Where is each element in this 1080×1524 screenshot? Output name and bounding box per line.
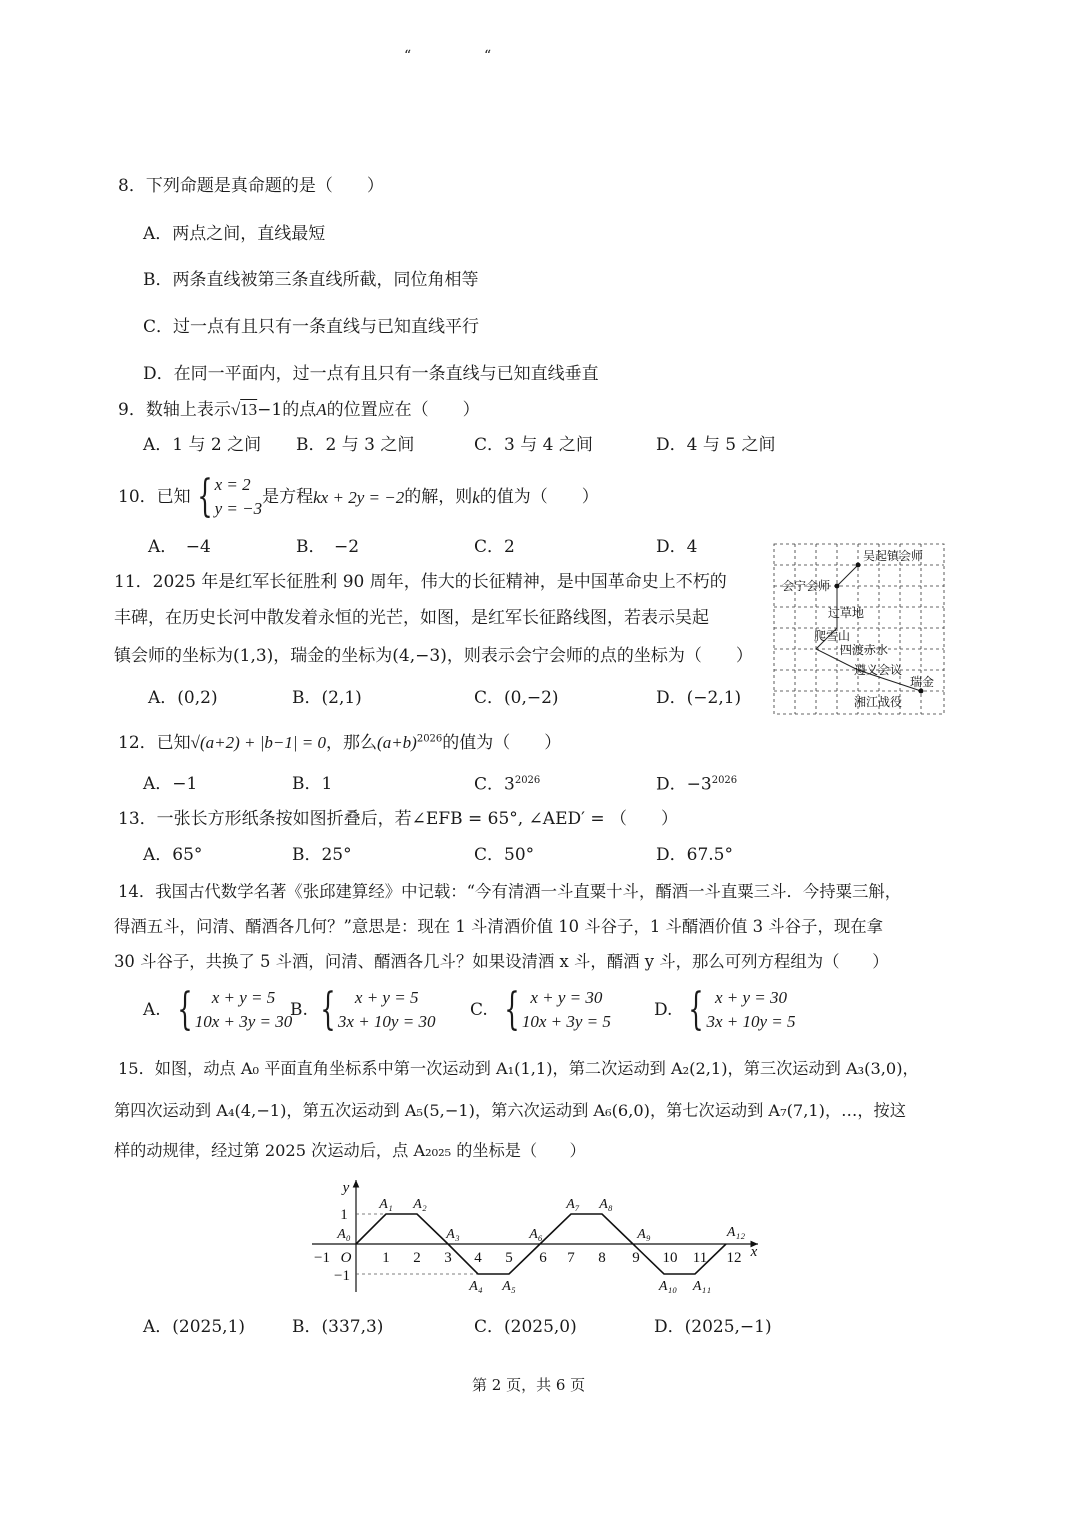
q13-option-c[interactable]: C．50°: [474, 845, 535, 865]
q9-stem: 9．数轴上表示√13−1的点A的位置应在（ ）: [118, 400, 480, 420]
map-label-xiangjiang: 湘江战役: [854, 695, 903, 709]
point-label-a0: A₀: [337, 1227, 351, 1242]
q15-line-1: 15．如图，动点 A₀ 平面直角坐标系中第一次运动到 A₁(1,1)，第二次运动到 A₂(2,1)，第三次运动到 A₃(3,0)，: [118, 1059, 919, 1078]
q12-stem: [118, 734, 561, 752]
q12-exp: 2026: [416, 733, 443, 745]
x-tick-neg1: −1: [314, 1250, 330, 1266]
q12-option-d-exp: 2026: [711, 775, 738, 786]
x-tick-12: 12: [726, 1250, 742, 1266]
point-label-a1: A₁: [379, 1197, 393, 1212]
q14-line-3: 30 斗谷子，共换了 5 斗酒，问清、醑酒各几斗？如果设清酒 x 斗，醑酒 y 斗，那么可列方程组为（ ）: [114, 952, 889, 971]
q9-option-d[interactable]: D．4 与 5 之间: [656, 435, 776, 455]
q14-option-b[interactable]: B. { x + y = 5 3x + 10y = 30: [290, 984, 436, 1035]
y-tick-neg1: −1: [334, 1268, 350, 1284]
q15-option-d[interactable]: D．(2025,−1): [654, 1317, 772, 1337]
q15-motion-graph: [300, 1172, 770, 1302]
x-tick-7: 7: [567, 1250, 575, 1266]
point-label-a10: A₁₀: [658, 1279, 678, 1294]
q10-stem-mid: 是方程: [262, 486, 314, 507]
point-label-a7: A₇: [566, 1197, 580, 1212]
q15-line-2: 第四次运动到 A₄(4,−1)，第五次运动到 A₅(5,−1)，第六次运动到 A₆(6,0)，第七次运动到 A₇(7,1)，…，按这: [114, 1101, 906, 1120]
q13-stem: 13．一张长方形纸条按如图折叠后，若∠EFB = 65°, ∠AED′ = （ ）: [118, 809, 679, 829]
point-label-a12: A₁₂: [726, 1225, 746, 1240]
q14-option-a-eq1: x + y = 5: [211, 988, 276, 1007]
point-label-a3: A₃: [446, 1227, 460, 1242]
q10-sys-line-1: x = 2: [214, 475, 251, 494]
q15-line-3: 样的动规律，经过第 2025 次运动后，点 A₂₀₂₅ 的坐标是（ ）: [114, 1141, 586, 1160]
q10-option-c[interactable]: C．2: [474, 537, 515, 557]
point-label-a5: A₅: [502, 1279, 516, 1294]
q15-option-b[interactable]: B．(337,3): [292, 1317, 384, 1337]
y-axis-label: y: [342, 1180, 350, 1196]
y-tick-1: 1: [340, 1207, 348, 1223]
point-label-a8: A₈: [599, 1197, 613, 1212]
q14-option-a-label: A.: [143, 1000, 161, 1020]
x-tick-11: 11: [692, 1250, 708, 1266]
q13-option-a[interactable]: A．65°: [143, 845, 203, 865]
q15-option-c[interactable]: C．(2025,0): [474, 1317, 577, 1337]
q11-option-a[interactable]: A．(0,2): [148, 688, 218, 708]
page-footer: 第 2 页，共 6 页: [472, 1376, 586, 1394]
q10-option-a[interactable]: A． −4: [148, 537, 211, 557]
q10-sys-line-2: y = −3: [214, 499, 263, 518]
q9-option-b[interactable]: B．2 与 3 之间: [296, 435, 415, 455]
x-tick-3: 3: [444, 1250, 452, 1266]
q14-line-1: 14．我国古代数学名著《张邱建算经》中记载：“今有清酒一斗直粟十斗，醑酒一斗直粟三斗．今持粟三斛，: [118, 882, 902, 901]
q11-option-d[interactable]: D．(−2,1): [656, 688, 742, 708]
map-label-ruijin: 瑞金: [910, 675, 935, 689]
map-label-caodi: 过草地: [828, 606, 865, 620]
q13-option-d[interactable]: D．67.5°: [656, 845, 733, 865]
q14-option-a[interactable]: A. { x + y = 5 10x + 3y = 30: [143, 984, 293, 1035]
q12-option-c-base: C．3: [474, 774, 515, 795]
header-mark-left: “: [404, 48, 412, 64]
map-point-huining: [835, 584, 840, 589]
q12-stem-mid: ，那么: [326, 733, 378, 753]
q9-stem-post: 的点: [282, 400, 317, 420]
q9-option-c[interactable]: C．3 与 4 之间: [474, 435, 593, 455]
map-label-chishui: 四渡赤水: [840, 643, 889, 657]
q12-stem-end: 的值为（ ）: [442, 733, 562, 753]
q11-line-1: 11．2025 年是红军长征胜利 90 周年，伟大的长征精神，是中国革命史上不朽的: [114, 572, 727, 592]
q14-option-b-label: B.: [290, 1000, 308, 1020]
x-tick-6: 6: [539, 1250, 547, 1266]
q9-radical: 13: [240, 400, 258, 419]
x-tick-8: 8: [598, 1250, 606, 1266]
q8-option-b[interactable]: B．两条直线被第三条直线所截，同位角相等: [143, 270, 479, 290]
x-tick-10: 10: [662, 1250, 678, 1266]
q10-equation: kx + 2y = −2: [313, 487, 405, 507]
q13-option-b[interactable]: B．25°: [292, 845, 352, 865]
q8-option-d[interactable]: D．在同一平面内，过一点有且只有一条直线与已知直线垂直: [143, 364, 599, 384]
q12-option-d-base: D．−3: [656, 774, 712, 795]
q10-option-d[interactable]: D．4: [656, 537, 698, 557]
q14-option-d-eq1: x + y = 30: [714, 988, 787, 1007]
map-label-xueshan: 爬雪山: [814, 629, 851, 643]
q10-system: [191, 473, 263, 521]
map-point-wuqi: [856, 563, 861, 568]
x-tick-4: 4: [474, 1250, 482, 1266]
q14-option-d-label: D.: [654, 1000, 673, 1020]
x-tick-9: 9: [632, 1250, 640, 1266]
q10-stem: [118, 470, 599, 524]
q11-option-b[interactable]: B．(2,1): [292, 688, 362, 708]
q10-stem-end: 的值为（ ）: [479, 486, 599, 507]
map-label-huining: 会宁会师: [782, 579, 831, 593]
x-tick-5: 5: [505, 1250, 513, 1266]
q10-stem-post: 的解，则: [404, 486, 473, 507]
point-label-a11: A₁₁: [692, 1279, 712, 1294]
q12-option-b[interactable]: B．1: [292, 774, 333, 794]
map-label-zunyi: 遵义会议: [854, 663, 903, 677]
q9-stem-end: 的位置应在（ ）: [326, 400, 480, 420]
q15-option-a[interactable]: A．(2025,1): [143, 1317, 246, 1337]
point-label-a4: A₄: [469, 1279, 483, 1294]
q12-option-a[interactable]: A．−1: [143, 774, 198, 794]
q14-option-d-eq2: 3x + 10y = 5: [706, 1012, 796, 1031]
q8-stem: 8．下列命题是真命题的是（ ）: [118, 176, 384, 196]
q14-option-d[interactable]: D. { x + y = 30 3x + 10y = 5: [654, 984, 796, 1035]
q10-stem-pre: 10．已知: [118, 486, 191, 507]
q9-stem-pre: 9．数轴上表示: [118, 400, 231, 420]
q14-option-a-eq2: 10x + 3y = 30: [194, 1012, 293, 1031]
q14-option-b-eq1: x + y = 5: [354, 988, 419, 1007]
header-mark-right: “: [484, 48, 492, 64]
point-label-a9: A₉: [637, 1227, 651, 1242]
point-label-a6: A₆: [529, 1227, 543, 1242]
q14-option-b-eq2: 3x + 10y = 30: [337, 1012, 436, 1031]
q10-option-b[interactable]: B． −2: [296, 537, 360, 557]
q12-option-c-exp: 2026: [514, 775, 541, 786]
long-march-map: [770, 540, 948, 718]
q8-option-a[interactable]: A．两点之间，直线最短: [143, 224, 326, 244]
x-tick-2: 2: [413, 1250, 421, 1266]
q12-expr: √(a+2) + |b−1| = 0: [190, 733, 327, 752]
x-axis-label: x: [750, 1244, 758, 1260]
q10-var: k: [472, 487, 480, 507]
q14-option-c[interactable]: C. { x + y = 30 10x + 3y = 5: [470, 984, 611, 1035]
q11-option-c[interactable]: C．(0,−2): [474, 688, 559, 708]
q12-option-d[interactable]: [656, 776, 737, 794]
point-label-a2: A₂: [413, 1197, 427, 1212]
map-label-wuqi: 吴起镇会师: [863, 549, 924, 563]
q8-option-c[interactable]: C．过一点有且只有一条直线与已知直线平行: [143, 317, 480, 337]
q9-option-a[interactable]: A．1 与 2 之间: [143, 435, 262, 455]
q14-option-c-label: C.: [470, 1000, 488, 1020]
q14-line-2: 得酒五斗，问清、醑酒各几何？”意思是：现在 1 斗清酒价值 10 斗谷子，1 斗醑酒价值 3 斗谷子，现在拿: [114, 917, 884, 936]
q9-point: A: [316, 400, 327, 419]
map-point-ruijin: [919, 689, 924, 694]
q14-option-c-eq1: x + y = 30: [530, 988, 603, 1007]
q11-line-3: 镇会师的坐标为(1,3)，瑞金的坐标为(4,−3)，则表示会宁会师的点的坐标为（ ）: [114, 646, 753, 666]
q12-stem-pre: 12．已知: [118, 733, 191, 753]
q12-expr2: (a+b): [377, 733, 417, 752]
origin-label: O: [340, 1250, 352, 1266]
x-tick-1: 1: [382, 1250, 390, 1266]
q14-option-c-eq2: 10x + 3y = 5: [521, 1012, 611, 1031]
q9-stem-mid: −1: [257, 400, 283, 420]
q11-line-2: 丰碑，在历史长河中散发着永恒的光芒，如图，是红军长征路线图，若表示吴起: [114, 608, 709, 628]
q10-brace: {: [196, 471, 213, 522]
q12-option-c[interactable]: [474, 776, 540, 794]
